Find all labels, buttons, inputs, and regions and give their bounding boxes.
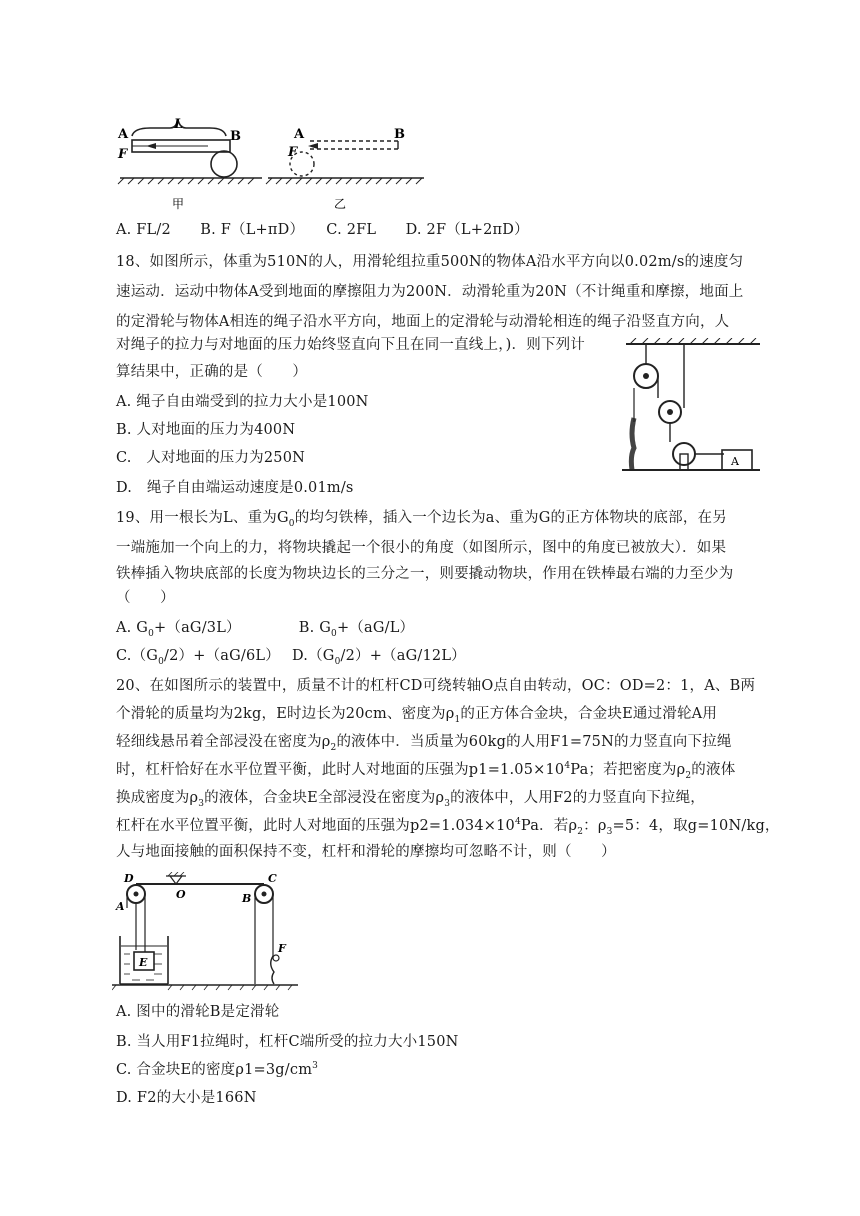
label-L: L xyxy=(174,118,184,132)
q19-options-cd xyxy=(116,646,466,666)
q20-l6-pre: 杠杆在水平位置平衡，此时人对地面的压强为p2=1.034×10 xyxy=(116,818,515,834)
fig20-D: D xyxy=(124,872,134,885)
figure-q17 xyxy=(112,118,432,212)
q20-l5-sub2: 3 xyxy=(444,798,451,809)
q18-line-3: 的定滑轮与物体A相连的绳子沿水平方向，地面上的定滑轮与动滑轮相连的绳子沿竖直方向，人 xyxy=(116,314,730,330)
q18-line-4: 对绳子的拉力与对地面的压力始终竖直向下且在同一直线上，)．则下列计 xyxy=(116,337,586,353)
q20-l2-sub: 1 xyxy=(454,714,461,725)
q20-l3-pre: 轻细线悬吊着全部浸没在密度为ρ xyxy=(116,734,331,750)
q20-l4-mid: Pa；若把密度为ρ xyxy=(570,762,686,778)
q19-opt-b-pre: B. G xyxy=(298,620,331,636)
q20-l5-sub: 3 xyxy=(198,798,205,809)
q18-option-b: B. 人对地面的压力为400N xyxy=(116,422,296,438)
q20-l5-post: 的液体中，人用F2的力竖直向下拉绳， xyxy=(450,790,706,806)
q20-l3-post: 的液体中．当质量为60kg的人用F1=75N的力竖直向下拉绳 xyxy=(336,734,732,750)
q20-l6-sub2: 3 xyxy=(606,826,613,837)
q20-line-4 xyxy=(116,760,735,780)
q19-opt-a-post: +（aG/3L） xyxy=(154,620,241,636)
q20-l6-mid2: ：ρ xyxy=(583,818,607,834)
fig20-O: O xyxy=(176,888,186,901)
q17-options: A. FL/2 B. F（L+πD） C. 2FL D. 2F（L+2πD） xyxy=(116,222,529,238)
q20-opt-c-pre: C. 合金块E的密度ρ1=3g/cm xyxy=(116,1062,313,1078)
q19-opt-a-pre: A. G xyxy=(116,620,149,636)
q19-opt-a xyxy=(116,620,241,639)
block-A-label: A xyxy=(731,455,739,468)
fig20-B: B xyxy=(242,892,252,905)
q19-opt-a-sub: 0 xyxy=(148,628,155,639)
q20-l6-sub: 2 xyxy=(577,826,584,837)
q20-l6-post: =5：4，取g=10N/kg， xyxy=(612,818,780,834)
q20-l2-post: 的正方体合金块，合金块E通过滑轮A用 xyxy=(460,706,718,722)
q20-l5-mid: 的液体，合金块E全部浸没在密度为ρ xyxy=(204,790,445,806)
q18-line-2: 速运动．运动中物体A受到地面的摩擦阻力为200N．动滑轮重为20N（不计绳重和摩擦，地面上 xyxy=(116,284,744,300)
q20-option-a: A. 图中的滑轮B是定滑轮 xyxy=(116,1004,280,1020)
label-B2: B xyxy=(394,127,405,142)
q18-option-d: D. 绳子自由端运动速度是0.01m/s xyxy=(116,480,354,496)
q20-l3-sub: 2 xyxy=(330,742,337,753)
q20-l5-pre: 换成密度为ρ xyxy=(116,790,199,806)
q20-l6-mid: Pa．若ρ xyxy=(520,818,578,834)
label-A2: A xyxy=(294,127,305,142)
q19-line-1-pre: 19、用一根长为L、重为G xyxy=(116,510,289,526)
label-A: A xyxy=(118,127,129,142)
caption-yi: 乙 xyxy=(334,197,347,211)
q19-line-1-post: 的均匀铁棒，插入一个边长为a、重为G的正方体物块的底部，在另 xyxy=(294,510,727,526)
q19-opt-c-pre: C.（G xyxy=(116,648,159,664)
q19-line-3: 铁棒插入物块底部的长度为物块边长的三分之一，则要撬动物块，作用在铁棒最右端的力至少为 xyxy=(116,566,734,582)
q19-line-1-sub: 0 xyxy=(288,518,295,529)
q20-option-b: B. 当人用F1拉绳时，杠杆C端所受的拉力大小150N xyxy=(116,1034,459,1050)
q20-line-7: 人与地面接触的面积保持不变，杠杆和滑轮的摩擦均可忽略不计，则（ ） xyxy=(116,844,616,860)
q20-option-c xyxy=(116,1060,318,1080)
q18-line-5: 算结果中，正确的是（ ） xyxy=(116,364,308,380)
q19-opt-c xyxy=(116,648,280,667)
q20-l4-post: 的液体 xyxy=(691,762,736,778)
label-B: B xyxy=(230,129,241,144)
q19-opt-b-post: +（aG/L） xyxy=(336,620,415,636)
q20-line-3 xyxy=(116,732,732,752)
fig20-E: E xyxy=(139,956,148,969)
q19-opt-d xyxy=(291,648,466,667)
caption-jia: 甲 xyxy=(172,197,185,211)
figure-q18-pulley xyxy=(618,338,764,478)
q19-opt-b xyxy=(298,620,415,639)
fig20-C: C xyxy=(268,872,277,885)
q20-line-2 xyxy=(116,704,717,724)
fig20-F: F xyxy=(278,942,286,955)
label-F: F xyxy=(118,147,128,162)
q20-l4-sub: 2 xyxy=(685,770,692,781)
q19-opt-c-post: /2）+（aG/6L） xyxy=(164,648,280,664)
q18-option-a: A. 绳子自由端受到的拉力大小是100N xyxy=(116,394,369,410)
q20-l2-pre: 个滑轮的质量均为2kg，E时边长为20cm、密度为ρ xyxy=(116,706,455,722)
q19-line-2: 一端施加一个向上的力，将物块撬起一个很小的角度（如图所示，图中的角度已被放大）．如果 xyxy=(116,540,727,556)
q20-option-d: D. F2的大小是166N xyxy=(116,1090,257,1106)
q19-line-1 xyxy=(116,508,727,528)
q19-opt-b-sub: 0 xyxy=(331,628,337,639)
q20-l4-pre: 时，杠杆恰好在水平位置平衡，此时人对地面的压强为p1=1.05×10 xyxy=(116,762,565,778)
q20-line-5 xyxy=(116,788,705,808)
q19-line-4: （ ） xyxy=(116,590,175,606)
q19-opt-d-post: /2）+（aG/12L） xyxy=(340,648,466,664)
q19-opt-d-pre: D.（G xyxy=(291,648,335,664)
q20-opt-c-sup: 3 xyxy=(312,1061,319,1072)
q19-options-ab xyxy=(116,618,414,638)
q19-opt-d-sub: 0 xyxy=(334,656,341,667)
fig20-A: A xyxy=(116,900,125,913)
figure-q20-lever xyxy=(112,872,302,992)
q19-opt-c-sub: 0 xyxy=(158,656,165,667)
label-F2: F xyxy=(288,145,298,160)
q18-line-1: 18、如图所示，体重为510N的人，用滑轮组拉重500N的物体A沿水平方向以0.02m/s的速度匀 xyxy=(116,254,744,270)
q18-option-c: C. 人对地面的压力为250N xyxy=(116,450,306,466)
q20-l6-sup: 4 xyxy=(514,817,521,828)
q20-line-6 xyxy=(116,816,780,836)
q20-l4-sup: 4 xyxy=(564,761,571,772)
q20-line-1: 20、在如图所示的装置中，质量不计的杠杆CD可绕转轴O点自由转动，OC：OD=2：1，A、B两 xyxy=(116,678,756,694)
